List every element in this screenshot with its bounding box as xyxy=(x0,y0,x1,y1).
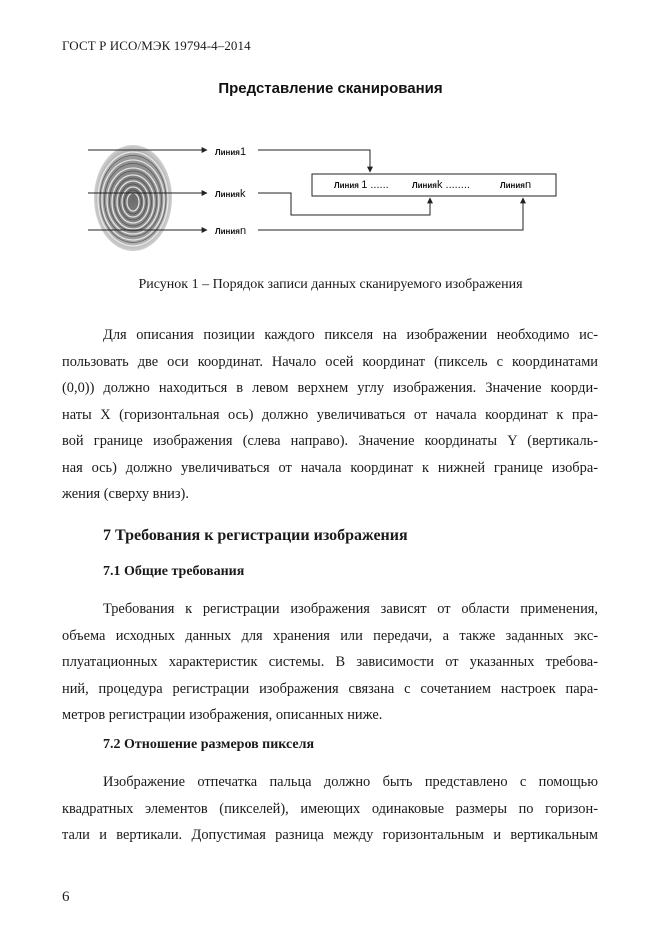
box-label-part-3-word: Линия xyxy=(500,181,525,190)
text-line: пользовать две оси координат. Начало осей координат (пиксель с координатами xyxy=(62,353,598,370)
box-label-part-2 xyxy=(412,179,470,191)
intro-paragraph xyxy=(62,322,598,512)
box-label-part-3 xyxy=(500,179,531,191)
label-line-k-num: k xyxy=(239,188,246,200)
document-header: ГОСТ Р ИСО/МЭК 19794-4–2014 xyxy=(62,38,251,53)
text-line: (0,0)) должно находиться в левом верхнем углу изображения. Значение коорди- xyxy=(62,380,598,396)
section-7-1-heading: 7.1 Общие требования xyxy=(103,564,245,579)
box-label-part-2-num: k ........ xyxy=(436,179,470,191)
connector-line-1 xyxy=(258,150,370,172)
text-line: Для описания позиции каждого пикселя на изображении необходимо ис- xyxy=(103,327,598,343)
text-line: Изображение отпечатка пальца должно быть представлено с помощью xyxy=(103,774,598,790)
label-line-n-word: Линия xyxy=(215,227,240,236)
label-line-n-num: n xyxy=(239,225,247,237)
box-label-part-1 xyxy=(334,179,389,191)
label-line-1-word: Линия xyxy=(215,148,240,157)
text-line: Требования к регистрации изображения зависят от области применения, xyxy=(103,601,598,617)
text-line: вой границе изображения (слева направо). Значение координаты Y (вертикаль- xyxy=(62,433,598,449)
box-label-part-2-word: Линия xyxy=(412,181,437,190)
page-number: 6 xyxy=(62,889,70,905)
figure-title: Представление сканирования xyxy=(218,80,443,97)
text-line: метров регистрации изображения, описанных ниже. xyxy=(62,707,383,723)
box-label-part-1-num: 1 ...... xyxy=(361,179,389,191)
label-line-k-word: Линия xyxy=(215,190,240,199)
text-line: наты X (горизонтальная ось) должно увеличиваться от начала координат к пра- xyxy=(62,406,598,423)
box-label-part-3-num: n xyxy=(524,179,532,191)
scan-diagram xyxy=(0,130,661,260)
label-line-n xyxy=(215,225,246,237)
text-line: квадратных элементов (пикселей), имеющих одинаковые размеры по горизон- xyxy=(62,800,598,817)
label-line-k xyxy=(215,188,245,200)
text-line: тали и вертикали. Допустимая разница между горизонтальным и вертикальным xyxy=(62,827,598,843)
section-7-2-heading: 7.2 Отношение размеров пикселя xyxy=(103,737,315,752)
scan-figure xyxy=(0,130,661,260)
figure-caption: Рисунок 1 – Порядок записи данных сканируемого изображения xyxy=(138,277,523,292)
box-label-part-1-word: Линия xyxy=(334,181,359,190)
text-line: жения (сверху вниз). xyxy=(62,486,189,502)
text-line: ний, процедура регистрации изображения связана с сочетанием настроек пара- xyxy=(62,680,598,697)
section-7-1-paragraph xyxy=(62,596,598,731)
label-line-1 xyxy=(215,146,246,158)
text-line: плуатационных характеристик системы. В зависимости от указанных требова- xyxy=(62,654,598,670)
fingerprint-image xyxy=(94,145,172,251)
text-line: объема исходных данных для хранения или передачи, а также заданных экс- xyxy=(62,627,598,644)
section-7-2-paragraph xyxy=(62,769,598,854)
connector-line-n xyxy=(258,198,523,230)
label-line-1-num: 1 xyxy=(239,146,247,158)
section-7-heading: 7 Требования к регистрации изображения xyxy=(103,527,408,544)
text-line: ная ось) должно увеличиваться от начала координат к нижней границе изобра- xyxy=(62,459,598,476)
